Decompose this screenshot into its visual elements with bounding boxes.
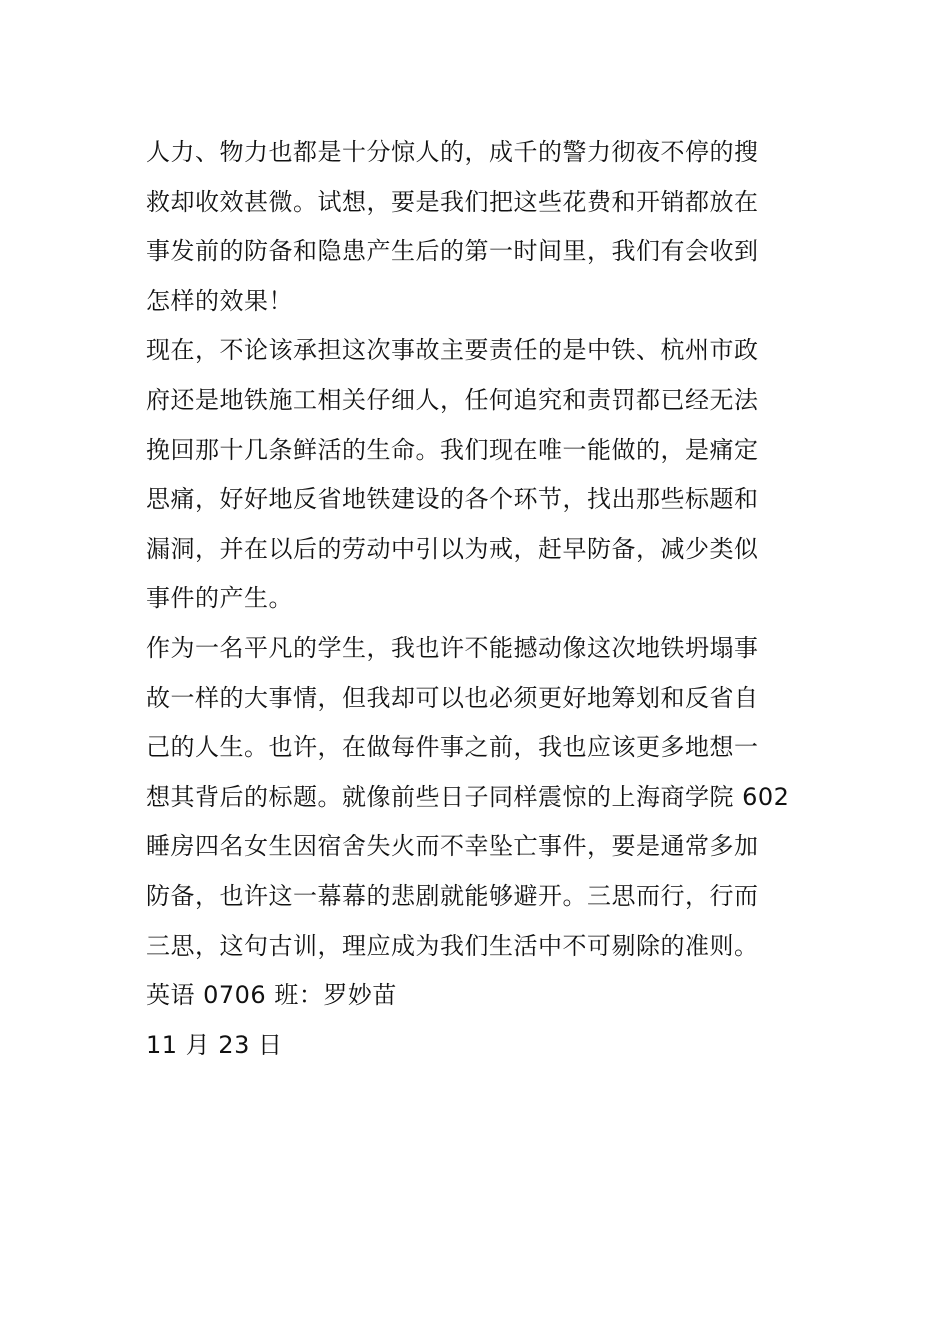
paragraph-line: 故一样的大事情，但我却可以也必须更好地筹划和反省自 bbox=[146, 683, 759, 712]
paragraph-line: 思痛，好好地反省地铁建设的各个环节，找出那些标题和 bbox=[146, 485, 759, 514]
paragraph-line: 事发前的防备和隐患产生后的第一时间里，我们有会收到 bbox=[146, 237, 759, 266]
paragraph-line: 睡房四名女生因宿舍失火而不幸坠亡事件，要是通常多加 bbox=[146, 832, 759, 861]
paragraph-line: 现在，不论该承担这次事故主要责任的是中铁、杭州市政 bbox=[146, 336, 759, 365]
signature-line: 英语 0706 班：罗妙苗 bbox=[146, 981, 397, 1010]
essay-body bbox=[146, 128, 806, 1070]
paragraph-line: 己的人生。也许，在做每件事之前，我也应该更多地想一 bbox=[146, 733, 759, 762]
paragraph-line: 人力、物力也都是十分惊人的，成千的警力彻夜不停的搜 bbox=[146, 138, 759, 166]
date-line: 11 月 23 日 bbox=[146, 1030, 283, 1059]
paragraph-line: 府还是地铁施工相关仔细人，任何追究和责罚都已经无法 bbox=[146, 385, 759, 414]
paragraph-line: 事件的产生。 bbox=[146, 584, 293, 613]
paragraph-line: 救却收效甚微。试想，要是我们把这些花费和开销都放在 bbox=[146, 187, 759, 216]
paragraph-line: 防备，也许这一幕幕的悲剧就能够避开。三思而行，行而 bbox=[146, 881, 759, 910]
paragraph-line: 三思，这句古训，理应成为我们生活中不可剔除的准则。 bbox=[146, 931, 759, 960]
paragraph-line: 漏洞，并在以后的劳动中引以为戒，赶早防备，减少类似 bbox=[146, 534, 759, 563]
paragraph-line: 挽回那十几条鲜活的生命。我们现在唯一能做的，是痛定 bbox=[146, 435, 759, 464]
paragraph-line: 怎样的效果！ bbox=[146, 286, 293, 315]
paragraph-line: 作为一名平凡的学生，我也许不能撼动像这次地铁坍塌事 bbox=[146, 633, 759, 662]
paragraph-line: 想其背后的标题。就像前些日子同样震惊的上海商学院 602 bbox=[146, 782, 790, 811]
